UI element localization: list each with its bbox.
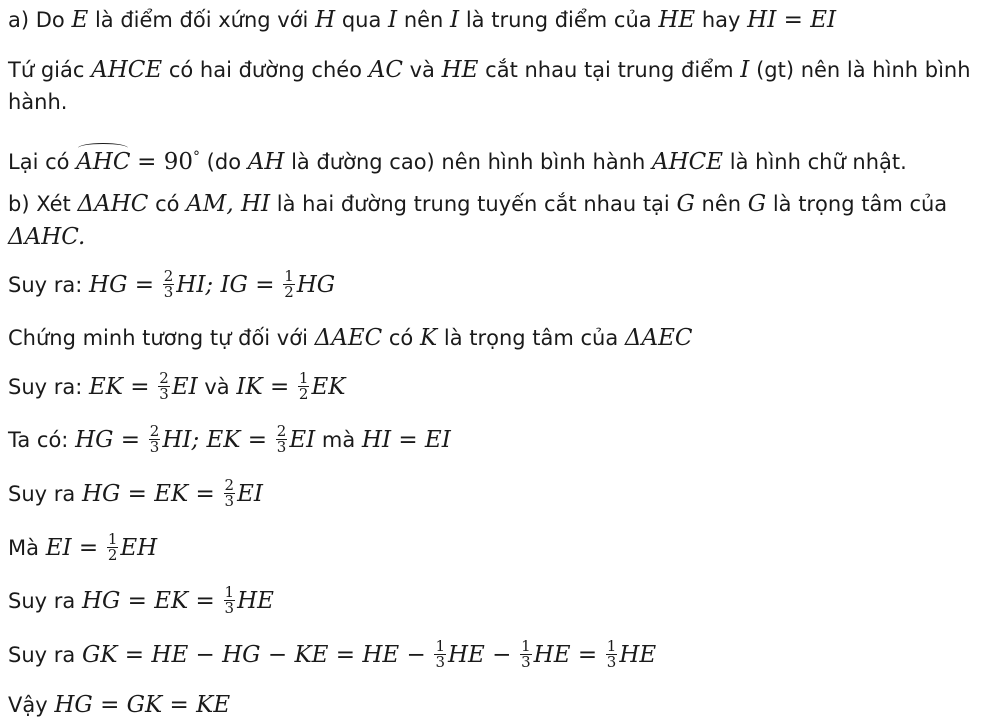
line-conclusion [8, 688, 984, 722]
text: (do [206, 150, 242, 174]
line-part-a [8, 3, 984, 37]
text: Vậy [8, 693, 48, 717]
text: hay [701, 8, 741, 32]
text: và [204, 375, 230, 399]
denominator: 3 [159, 384, 169, 403]
text: (gt) nên là hình bình [756, 58, 971, 82]
denominator: 2 [107, 545, 118, 564]
denominator: 2 [284, 282, 294, 301]
math: HG = [75, 427, 141, 453]
text: Suy ra [8, 482, 76, 506]
fraction [224, 582, 236, 617]
line-hg-ek-2-3 [8, 477, 984, 511]
line-hg-ig [8, 268, 984, 302]
text: mà [321, 428, 356, 452]
math: HI; EK = [162, 427, 268, 453]
fraction [283, 266, 295, 301]
math: ΔAEC [314, 325, 383, 351]
math: AM, HI [186, 191, 271, 217]
math: G [676, 191, 695, 217]
fraction [158, 368, 170, 403]
math: AH [247, 149, 285, 175]
text: Suy ra [8, 643, 76, 667]
denominator: 3 [149, 437, 160, 456]
math: = 90 [137, 149, 193, 175]
numerator: 1 [435, 636, 445, 655]
math: EI [171, 374, 198, 400]
fraction [224, 475, 236, 510]
math: HG = GK = KE [54, 692, 231, 718]
numerator: 1 [224, 582, 235, 601]
text: nên [701, 192, 742, 216]
text: có [155, 192, 180, 216]
denominator: 3 [606, 652, 617, 671]
math: AHCE [91, 57, 163, 83]
denominator: 3 [276, 437, 287, 456]
text: hành. [8, 90, 68, 114]
math: ΔAHC. [8, 224, 86, 250]
line-parallelogram [8, 53, 984, 87]
math: ΔAHC [77, 191, 149, 217]
math: HE [237, 588, 274, 614]
line-part-b-cont [8, 220, 984, 254]
denominator: 3 [163, 282, 174, 301]
fraction [520, 636, 532, 671]
math: HG = EK = [81, 481, 215, 507]
text: là trọng tâm của [772, 192, 948, 216]
line-rectangle [8, 140, 984, 179]
math: IK = [236, 374, 290, 400]
math: HI = EI [747, 7, 837, 33]
math: HE [619, 642, 657, 668]
math: EI = [45, 535, 99, 561]
numerator: 2 [159, 368, 169, 387]
math: HG = EK = [81, 588, 215, 614]
line-ei-half [8, 531, 984, 565]
text: b) Xét [8, 192, 71, 216]
text: là điểm đối xứng với [94, 8, 309, 32]
text: Chứng minh tương tự đối với [8, 326, 308, 350]
text: Lại có [8, 150, 70, 174]
math: HG = [89, 272, 155, 298]
line-ek-ik [8, 370, 984, 404]
math: G [747, 191, 767, 217]
math: EI [237, 481, 263, 507]
angle-ahc: AHC [76, 145, 130, 179]
fraction [163, 266, 175, 301]
numerator: 1 [606, 636, 617, 655]
text: qua [341, 8, 382, 32]
fraction [434, 636, 446, 671]
text: Tứ giác [8, 58, 85, 82]
text: Ta có: [8, 428, 69, 452]
math: HE = [533, 642, 598, 668]
math: GK = HE − HG − KE = HE − [81, 642, 426, 668]
math: AHCE [652, 149, 724, 175]
math: I [388, 7, 398, 33]
denominator: 3 [521, 652, 531, 671]
math: EH [120, 535, 158, 561]
line-parallelogram-cont [8, 85, 984, 119]
numerator: 2 [163, 266, 174, 285]
numerator: 1 [284, 266, 294, 285]
math: HE [658, 7, 696, 33]
math: AC [368, 57, 403, 83]
fraction [276, 421, 288, 456]
text: là hai đường trung tuyến cắt nhau tại [276, 192, 670, 216]
numerator: 2 [149, 421, 160, 440]
math: EK = [89, 374, 150, 400]
line-gk [8, 638, 984, 672]
denominator: 3 [224, 491, 235, 510]
fraction [606, 636, 618, 671]
text: và [409, 58, 435, 82]
text: Suy ra [8, 589, 76, 613]
fraction [107, 529, 119, 564]
math: HE − [447, 642, 512, 668]
numerator: 1 [107, 529, 118, 548]
math: ΔAEC [624, 325, 693, 351]
text: có [388, 326, 414, 350]
math: I [450, 7, 460, 33]
line-similar-proof [8, 321, 984, 355]
denominator: 2 [298, 384, 309, 403]
line-part-b [8, 187, 984, 221]
math: HI = EI [361, 427, 451, 453]
math: EK [311, 374, 346, 400]
math: K [419, 325, 438, 351]
line-hg-ek-1-3 [8, 584, 984, 618]
text: a) Do [8, 8, 65, 32]
numerator: 1 [298, 368, 309, 387]
math: HI; IG = [176, 272, 275, 298]
text: Suy ra: [8, 375, 83, 399]
denominator: 3 [224, 598, 235, 617]
denominator: 3 [435, 652, 445, 671]
line-ta-co [8, 423, 984, 457]
math: EI [289, 427, 316, 453]
text: là đường cao) nên hình bình hành [291, 150, 646, 174]
numerator: 2 [224, 475, 235, 494]
text: là hình chữ nhật. [729, 150, 907, 174]
math: H [315, 7, 336, 33]
math: HG [296, 272, 336, 298]
text: có hai đường chéo [168, 58, 363, 82]
fraction [298, 368, 310, 403]
math: E [71, 7, 89, 33]
numerator: 2 [276, 421, 287, 440]
degree-symbol: ° [192, 149, 200, 165]
fraction [149, 421, 161, 456]
numerator: 1 [521, 636, 531, 655]
text: là trọng tâm của [443, 326, 619, 350]
text: là trung điểm của [465, 8, 652, 32]
text: Suy ra: [8, 273, 83, 297]
math: I [740, 57, 750, 83]
text: nên [403, 8, 444, 32]
text: cắt nhau tại trung điểm [485, 58, 734, 82]
math: HE [441, 57, 479, 83]
text: Mà [8, 536, 39, 560]
